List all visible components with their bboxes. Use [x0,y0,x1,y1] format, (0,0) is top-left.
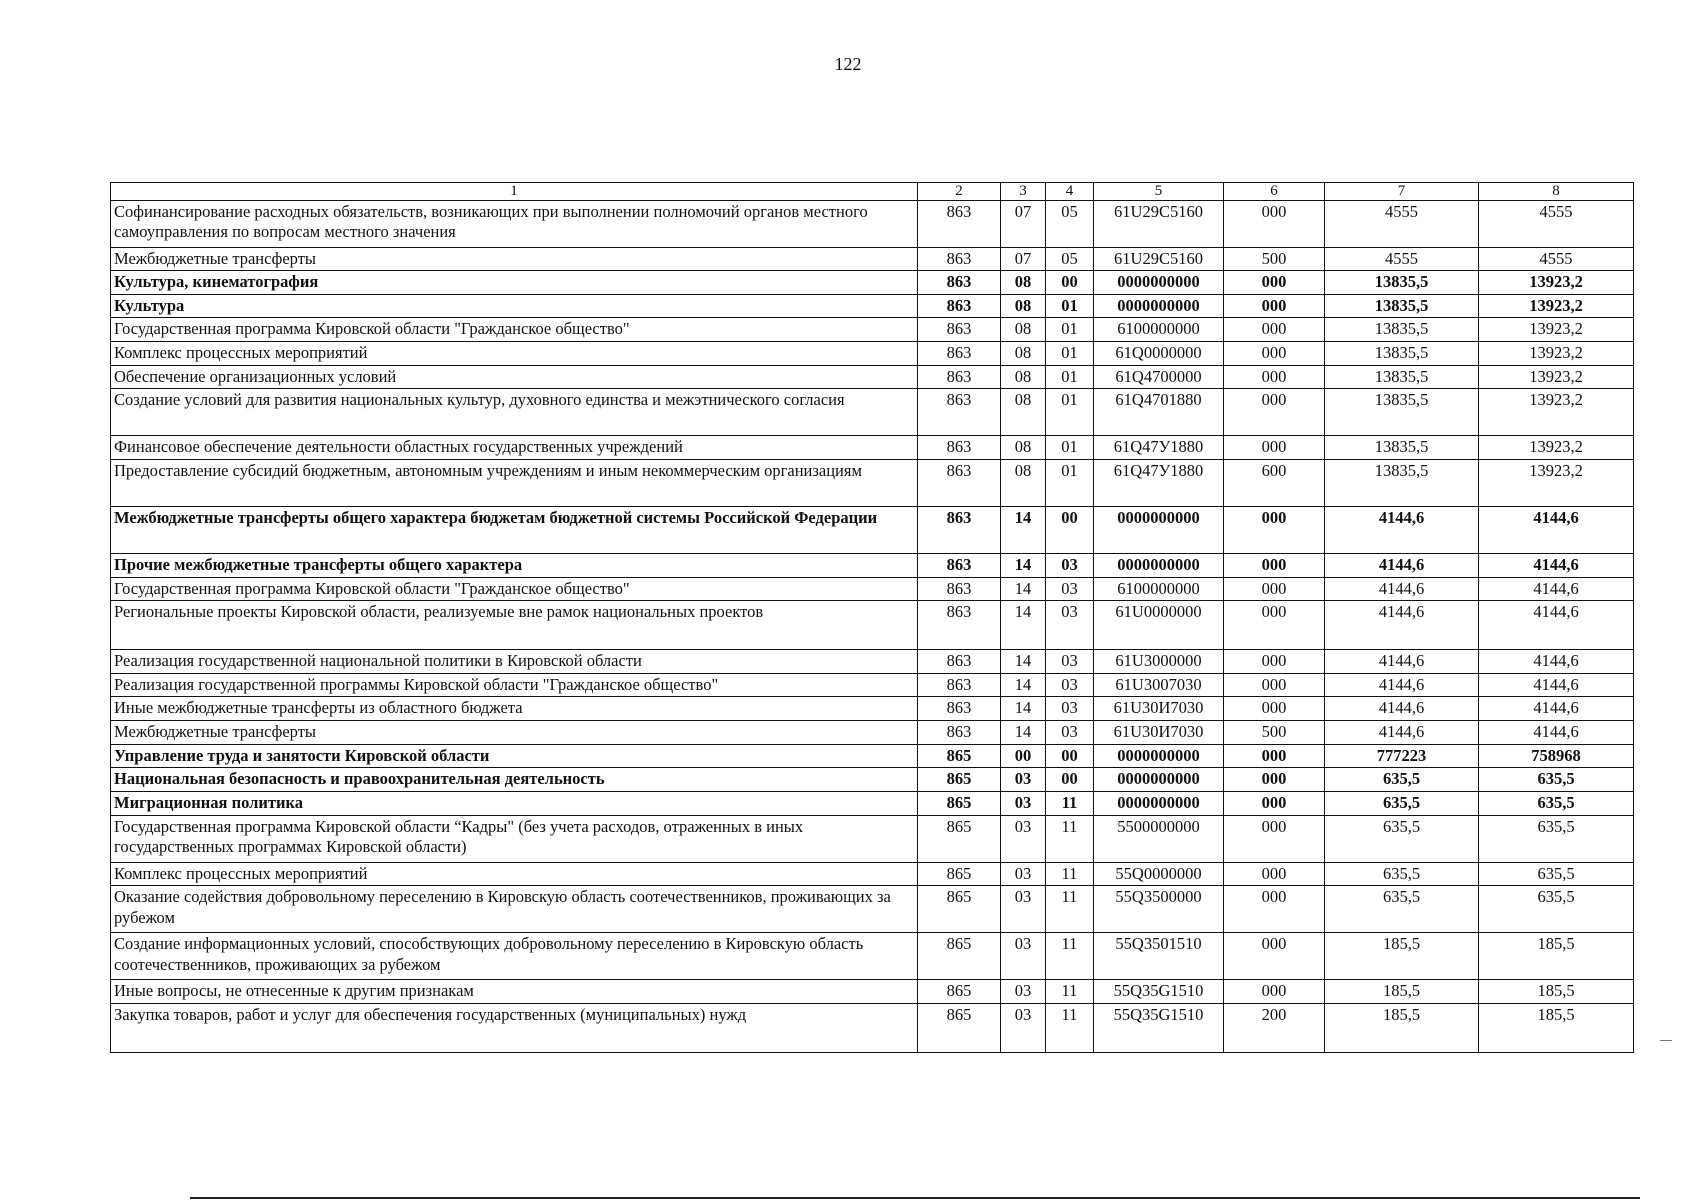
target-article-code: 61Q47У1880 [1094,459,1224,506]
table-row [111,791,1634,815]
amount-col7: 4144,6 [1325,673,1479,697]
amount-col7: 4144,6 [1325,577,1479,601]
table-row [111,650,1634,674]
ministry-code: 863 [918,459,1001,506]
column-header: 3 [1001,183,1046,201]
amount-col7: 13835,5 [1325,294,1479,318]
column-number-row [111,183,1634,201]
section-code: 14 [1001,577,1046,601]
section-code: 08 [1001,389,1046,436]
subsection-code: 03 [1046,721,1094,745]
expense-type-code: 000 [1224,697,1325,721]
section-code: 14 [1001,650,1046,674]
section-code: 08 [1001,271,1046,295]
target-article-code: 61Q47У1880 [1094,436,1224,460]
row-name: Межбюджетные трансферты общего характера бюджетам бюджетной системы Российской Федерации [111,506,918,553]
section-code: 03 [1001,791,1046,815]
target-article-code: 55Q35G1510 [1094,1003,1224,1052]
amount-col7: 4144,6 [1325,697,1479,721]
ministry-code: 863 [918,200,1001,247]
target-article-code: 0000000000 [1094,506,1224,553]
subsection-code: 00 [1046,506,1094,553]
amount-col7: 13835,5 [1325,459,1479,506]
row-name: Иные межбюджетные трансферты из областного бюджета [111,697,918,721]
section-code: 08 [1001,459,1046,506]
amount-col7: 13835,5 [1325,365,1479,389]
ministry-code: 865 [918,886,1001,933]
section-code: 03 [1001,933,1046,980]
amount-col7: 13835,5 [1325,389,1479,436]
expense-type-code: 000 [1224,200,1325,247]
row-name: Государственная программа Кировской области "Гражданское общество" [111,318,918,342]
table-row [111,389,1634,436]
ministry-code: 863 [918,294,1001,318]
subsection-code: 11 [1046,791,1094,815]
expense-type-code: 000 [1224,791,1325,815]
expense-type-code: 000 [1224,815,1325,862]
ministry-code: 863 [918,271,1001,295]
amount-col7: 4555 [1325,247,1479,271]
target-article-code: 6100000000 [1094,577,1224,601]
subsection-code: 05 [1046,247,1094,271]
row-name: Межбюджетные трансферты [111,721,918,745]
expense-type-code: 000 [1224,506,1325,553]
table-row [111,342,1634,366]
target-article-code: 61U30И7030 [1094,697,1224,721]
target-article-code: 55Q35G1510 [1094,980,1224,1004]
section-code: 03 [1001,980,1046,1004]
amount-col7: 635,5 [1325,862,1479,886]
amount-col8: 13923,2 [1479,436,1634,460]
subsection-code: 03 [1046,650,1094,674]
amount-col7: 4144,6 [1325,650,1479,674]
amount-col7: 635,5 [1325,886,1479,933]
ministry-code: 863 [918,577,1001,601]
ministry-code: 865 [918,815,1001,862]
expense-type-code: 000 [1224,744,1325,768]
ministry-code: 863 [918,342,1001,366]
subsection-code: 01 [1046,389,1094,436]
amount-col8: 13923,2 [1479,365,1634,389]
subsection-code: 05 [1046,200,1094,247]
expense-type-code: 000 [1224,436,1325,460]
amount-col8: 758968 [1479,744,1634,768]
column-header: 2 [918,183,1001,201]
target-article-code: 61Q4701880 [1094,389,1224,436]
amount-col7: 4144,6 [1325,601,1479,650]
row-name: Прочие межбюджетные трансферты общего характера [111,553,918,577]
row-name: Обеспечение организационных условий [111,365,918,389]
subsection-code: 11 [1046,886,1094,933]
table-row [111,365,1634,389]
amount-col8: 185,5 [1479,1003,1634,1052]
expense-type-code: 000 [1224,886,1325,933]
table-row [111,744,1634,768]
ministry-code: 865 [918,1003,1001,1052]
ministry-code: 865 [918,791,1001,815]
section-code: 08 [1001,365,1046,389]
subsection-code: 03 [1046,553,1094,577]
section-code: 14 [1001,506,1046,553]
page-number: 122 [834,54,862,74]
ministry-code: 863 [918,650,1001,674]
table-row [111,436,1634,460]
amount-col8: 13923,2 [1479,459,1634,506]
ministry-code: 863 [918,506,1001,553]
row-name: Государственная программа Кировской области “Кадры" (без учета расходов, отраженных в иных государственных программах Кировской области) [111,815,918,862]
amount-col8: 13923,2 [1479,318,1634,342]
table-row [111,200,1634,247]
amount-col8: 4144,6 [1479,577,1634,601]
table-row [111,601,1634,650]
table-row [111,247,1634,271]
subsection-code: 11 [1046,862,1094,886]
row-name: Предоставление субсидий бюджетным, автономным учреждениям и иным некоммерческим организациям [111,459,918,506]
expense-type-code: 000 [1224,365,1325,389]
row-name: Иные вопросы, не отнесенные к другим признакам [111,980,918,1004]
expense-type-code: 200 [1224,1003,1325,1052]
table-row [111,294,1634,318]
target-article-code: 0000000000 [1094,294,1224,318]
target-article-code: 0000000000 [1094,744,1224,768]
table-row [111,506,1634,553]
table-row [111,459,1634,506]
subsection-code: 11 [1046,815,1094,862]
expense-type-code: 000 [1224,389,1325,436]
target-article-code: 55Q0000000 [1094,862,1224,886]
section-code: 03 [1001,886,1046,933]
target-article-code: 61U3000000 [1094,650,1224,674]
target-article-code: 61U30И7030 [1094,721,1224,745]
ministry-code: 865 [918,933,1001,980]
section-code: 08 [1001,436,1046,460]
amount-col8: 4144,6 [1479,721,1634,745]
table-row [111,1003,1634,1052]
row-name: Закупка товаров, работ и услуг для обеспечения государственных (муниципальных) нужд [111,1003,918,1052]
table-row [111,697,1634,721]
amount-col7: 4555 [1325,200,1479,247]
target-article-code: 5500000000 [1094,815,1224,862]
amount-col7: 635,5 [1325,815,1479,862]
table-row [111,933,1634,980]
table-row [111,768,1634,792]
amount-col7: 13835,5 [1325,318,1479,342]
target-article-code: 61Q4700000 [1094,365,1224,389]
expense-type-code: 500 [1224,247,1325,271]
subsection-code: 03 [1046,673,1094,697]
row-name: Оказание содействия добровольному переселению в Кировскую область соотечественников, проживающих за рубежом [111,886,918,933]
ministry-code: 863 [918,365,1001,389]
table-row [111,673,1634,697]
target-article-code: 61Q0000000 [1094,342,1224,366]
amount-col8: 635,5 [1479,791,1634,815]
ministry-code: 865 [918,862,1001,886]
subsection-code: 00 [1046,768,1094,792]
budget-table [110,182,1634,1053]
section-code: 07 [1001,200,1046,247]
ministry-code: 863 [918,601,1001,650]
footer-rule [190,1197,1640,1199]
row-name: Культура, кинематография [111,271,918,295]
subsection-code: 11 [1046,933,1094,980]
target-article-code: 0000000000 [1094,768,1224,792]
row-name: Государственная программа Кировской области "Гражданское общество" [111,577,918,601]
row-name: Софинансирование расходных обязательств, возникающих при выполнении полномочий органов местного самоуправления по вопросам местного значения [111,200,918,247]
expense-type-code: 000 [1224,980,1325,1004]
target-article-code: 61U3007030 [1094,673,1224,697]
target-article-code: 0000000000 [1094,271,1224,295]
section-code: 08 [1001,342,1046,366]
amount-col8: 4555 [1479,247,1634,271]
target-article-code: 55Q3500000 [1094,886,1224,933]
table-row [111,318,1634,342]
amount-col7: 185,5 [1325,980,1479,1004]
section-code: 03 [1001,1003,1046,1052]
subsection-code: 03 [1046,697,1094,721]
amount-col8: 13923,2 [1479,389,1634,436]
expense-type-code: 000 [1224,862,1325,886]
target-article-code: 6100000000 [1094,318,1224,342]
expense-type-code: 000 [1224,577,1325,601]
row-name: Региональные проекты Кировской области, реализуемые вне рамок национальных проектов [111,601,918,650]
amount-col7: 635,5 [1325,768,1479,792]
table-row [111,553,1634,577]
subsection-code: 03 [1046,601,1094,650]
amount-col8: 4555 [1479,200,1634,247]
ministry-code: 865 [918,768,1001,792]
amount-col7: 185,5 [1325,1003,1479,1052]
ministry-code: 863 [918,389,1001,436]
row-name: Культура [111,294,918,318]
ministry-code: 863 [918,553,1001,577]
expense-type-code: 000 [1224,601,1325,650]
amount-col8: 13923,2 [1479,271,1634,295]
subsection-code: 01 [1046,436,1094,460]
row-name: Финансовое обеспечение деятельности областных государственных учреждений [111,436,918,460]
table-row [111,271,1634,295]
amount-col8: 4144,6 [1479,553,1634,577]
amount-col8: 635,5 [1479,862,1634,886]
section-code: 08 [1001,318,1046,342]
column-header: 7 [1325,183,1479,201]
amount-col7: 185,5 [1325,933,1479,980]
amount-col8: 185,5 [1479,980,1634,1004]
amount-col8: 13923,2 [1479,294,1634,318]
section-code: 03 [1001,862,1046,886]
target-article-code: 0000000000 [1094,553,1224,577]
section-code: 03 [1001,815,1046,862]
table-row [111,815,1634,862]
amount-col8: 185,5 [1479,933,1634,980]
section-code: 14 [1001,553,1046,577]
amount-col8: 635,5 [1479,768,1634,792]
section-code: 08 [1001,294,1046,318]
amount-col8: 13923,2 [1479,342,1634,366]
expense-type-code: 000 [1224,318,1325,342]
subsection-code: 01 [1046,294,1094,318]
row-name: Миграционная политика [111,791,918,815]
table-row [111,721,1634,745]
subsection-code: 01 [1046,459,1094,506]
table-row [111,980,1634,1004]
ministry-code: 863 [918,247,1001,271]
target-article-code: 61U29C5160 [1094,247,1224,271]
section-code: 07 [1001,247,1046,271]
scan-mark [1660,1040,1672,1041]
row-name: Создание информационных условий, способствующих добровольному переселению в Кировскую область соотечественников, проживающих за рубежом [111,933,918,980]
ministry-code: 863 [918,697,1001,721]
expense-type-code: 000 [1224,673,1325,697]
target-article-code: 61U0000000 [1094,601,1224,650]
section-code: 00 [1001,744,1046,768]
column-header: 1 [111,183,918,201]
subsection-code: 01 [1046,365,1094,389]
column-header: 8 [1479,183,1634,201]
column-header: 6 [1224,183,1325,201]
table-row [111,886,1634,933]
row-name: Межбюджетные трансферты [111,247,918,271]
section-code: 03 [1001,768,1046,792]
table-row [111,577,1634,601]
row-name: Реализация государственной программы Кировской области "Гражданское общество" [111,673,918,697]
expense-type-code: 000 [1224,271,1325,295]
table-row [111,862,1634,886]
amount-col8: 635,5 [1479,886,1634,933]
section-code: 14 [1001,721,1046,745]
amount-col7: 4144,6 [1325,553,1479,577]
amount-col7: 13835,5 [1325,436,1479,460]
subsection-code: 00 [1046,271,1094,295]
expense-type-code: 000 [1224,933,1325,980]
section-code: 14 [1001,697,1046,721]
row-name: Комплекс процессных мероприятий [111,342,918,366]
subsection-code: 01 [1046,318,1094,342]
row-name: Управление труда и занятости Кировской области [111,744,918,768]
ministry-code: 863 [918,436,1001,460]
amount-col7: 4144,6 [1325,506,1479,553]
section-code: 14 [1001,601,1046,650]
row-name: Создание условий для развития национальных культур, духовного единства и межэтнического согласия [111,389,918,436]
amount-col8: 4144,6 [1479,506,1634,553]
row-name: Комплекс процессных мероприятий [111,862,918,886]
amount-col7: 13835,5 [1325,271,1479,295]
ministry-code: 863 [918,721,1001,745]
expense-type-code: 000 [1224,294,1325,318]
row-name: Реализация государственной национальной политики в Кировской области [111,650,918,674]
row-name: Национальная безопасность и правоохранительная деятельность [111,768,918,792]
expense-type-code: 000 [1224,650,1325,674]
subsection-code: 03 [1046,577,1094,601]
column-header: 5 [1094,183,1224,201]
target-article-code: 61U29C5160 [1094,200,1224,247]
ministry-code: 863 [918,318,1001,342]
expense-type-code: 600 [1224,459,1325,506]
amount-col7: 635,5 [1325,791,1479,815]
subsection-code: 11 [1046,980,1094,1004]
amount-col8: 4144,6 [1479,601,1634,650]
amount-col8: 4144,6 [1479,673,1634,697]
amount-col8: 4144,6 [1479,650,1634,674]
target-article-code: 55Q3501510 [1094,933,1224,980]
target-article-code: 0000000000 [1094,791,1224,815]
amount-col7: 13835,5 [1325,342,1479,366]
ministry-code: 863 [918,673,1001,697]
subsection-code: 11 [1046,1003,1094,1052]
expense-type-code: 000 [1224,342,1325,366]
amount-col8: 4144,6 [1479,697,1634,721]
column-header: 4 [1046,183,1094,201]
subsection-code: 00 [1046,744,1094,768]
ministry-code: 865 [918,980,1001,1004]
ministry-code: 865 [918,744,1001,768]
subsection-code: 01 [1046,342,1094,366]
section-code: 14 [1001,673,1046,697]
amount-col7: 777223 [1325,744,1479,768]
expense-type-code: 500 [1224,721,1325,745]
amount-col8: 635,5 [1479,815,1634,862]
amount-col7: 4144,6 [1325,721,1479,745]
expense-type-code: 000 [1224,553,1325,577]
expense-type-code: 000 [1224,768,1325,792]
